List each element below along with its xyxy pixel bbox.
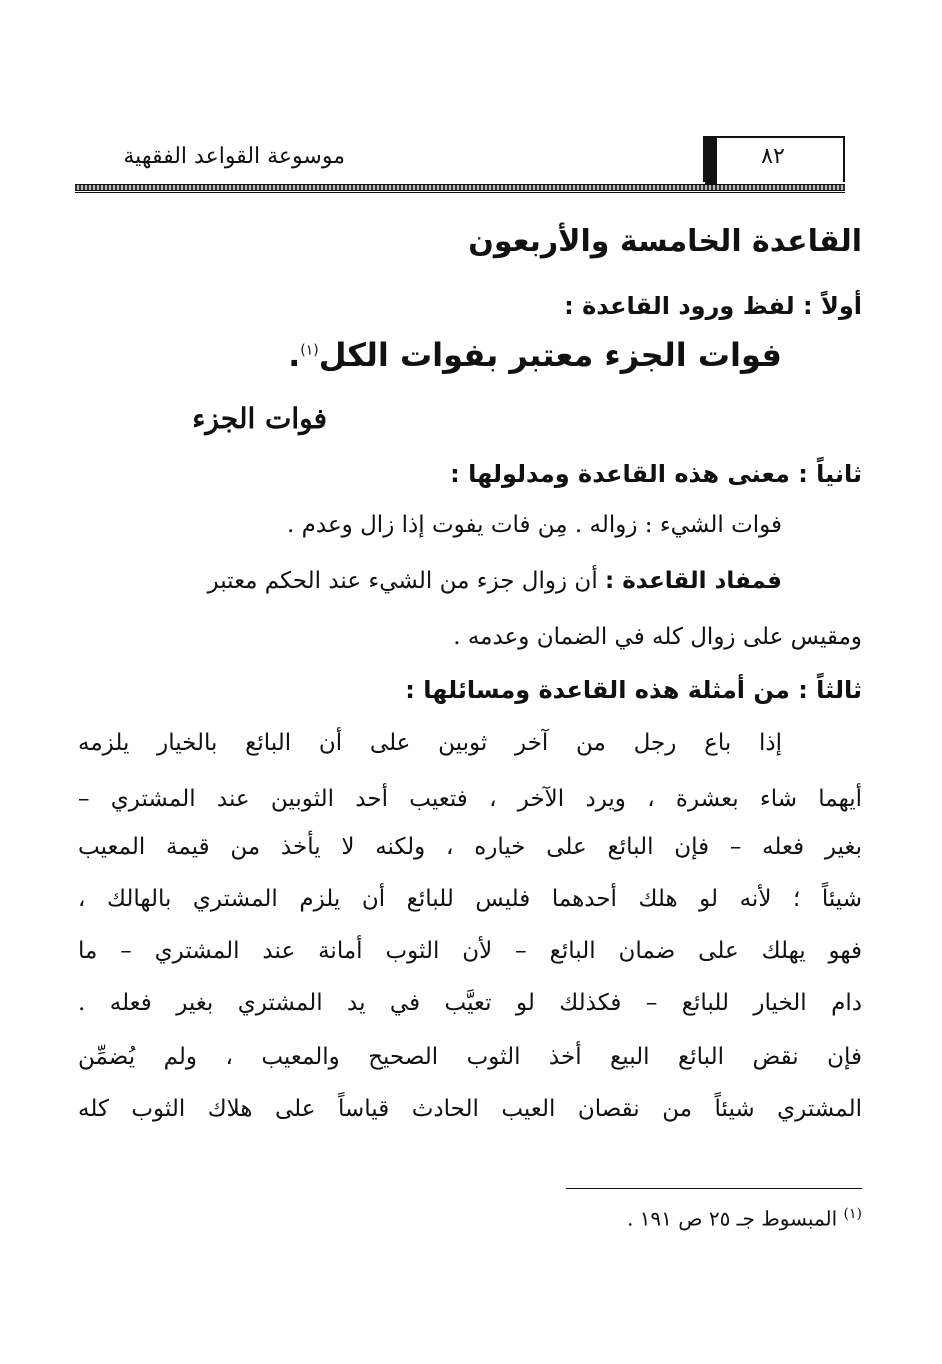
rule-text: فوات الجزء معتبر بفوات الكل [318, 336, 782, 374]
example-line-1: إذا باع رجل من آخر ثوبين على أن البائع بالخيار يلزمه [78, 730, 782, 756]
header-rule-thin [75, 192, 845, 193]
example-line-7: فإن نقض البائع البيع أخذ الثوب الصحيح والمعيب ، ولم يُضمِّن [78, 1044, 862, 1070]
page-number-box [703, 136, 845, 182]
rule-statement [288, 336, 782, 374]
example-line-5: فهو يهلك على ضمان البائع – لأن الثوب أمانة عند المشتري – ما [78, 938, 862, 964]
running-title: موسوعة القواعد الفقهية [123, 144, 345, 169]
rule-calligraphy: فوات الجزء [192, 402, 327, 435]
meaning-line-1: فوات الشيء : زواله . مِن فات يفوت إذا زال وعدم . [287, 512, 782, 538]
meaning-line-2 [78, 568, 782, 594]
meaning-label: فمفاد القاعدة : [605, 568, 782, 594]
header-rule [75, 184, 845, 191]
example-line-2: أيهما شاء بعشرة ، ويرد الآخر ، فتعيب أحد الثوبين عند المشتري – [78, 786, 862, 812]
rule-footnote-marker: (١) [300, 342, 319, 359]
footnote-separator [566, 1188, 862, 1189]
example-line-6: دام الخيار للبائع – فكذلك لو تعيَّب في يد المشتري بغير فعله . [78, 990, 862, 1016]
rule-end: . [288, 336, 301, 374]
footnote [627, 1206, 862, 1231]
page-box-bar [705, 138, 717, 184]
page-number: ٨٢ [761, 144, 785, 169]
section-second-heading: ثانياً : معنى هذه القاعدة ومدلولها : [450, 460, 862, 488]
example-line-8: المشتري شيئاً من نقصان العيب الحادث قياساً على هلاك الثوب كله [78, 1096, 862, 1122]
example-line-4: شيئاً ؛ لأنه لو هلك أحدهما فليس للبائع أن يلزم المشتري بالهالك ، [78, 886, 862, 912]
page-header [75, 136, 845, 184]
rule-heading: القاعدة الخامسة والأربعون [468, 224, 862, 259]
meaning-line-3: ومقيس على زوال كله في الضمان وعدمه . [453, 624, 862, 650]
meaning-text: أن زوال جزء من الشيء عند الحكم معتبر [207, 568, 598, 594]
section-first-heading: أولاً : لفظ ورود القاعدة : [564, 292, 862, 320]
footnote-marker: (١) [843, 1206, 862, 1222]
section-third-heading: ثالثاً : من أمثلة هذه القاعدة ومسائلها : [405, 676, 862, 704]
footnote-text: المبسوط جـ ٢٥ ص ١٩١ . [626, 1206, 838, 1231]
example-line-3: بغير فعله – فإن البائع على خياره ، ولكنه لا يأخذ من قيمة المعيب [78, 834, 862, 860]
